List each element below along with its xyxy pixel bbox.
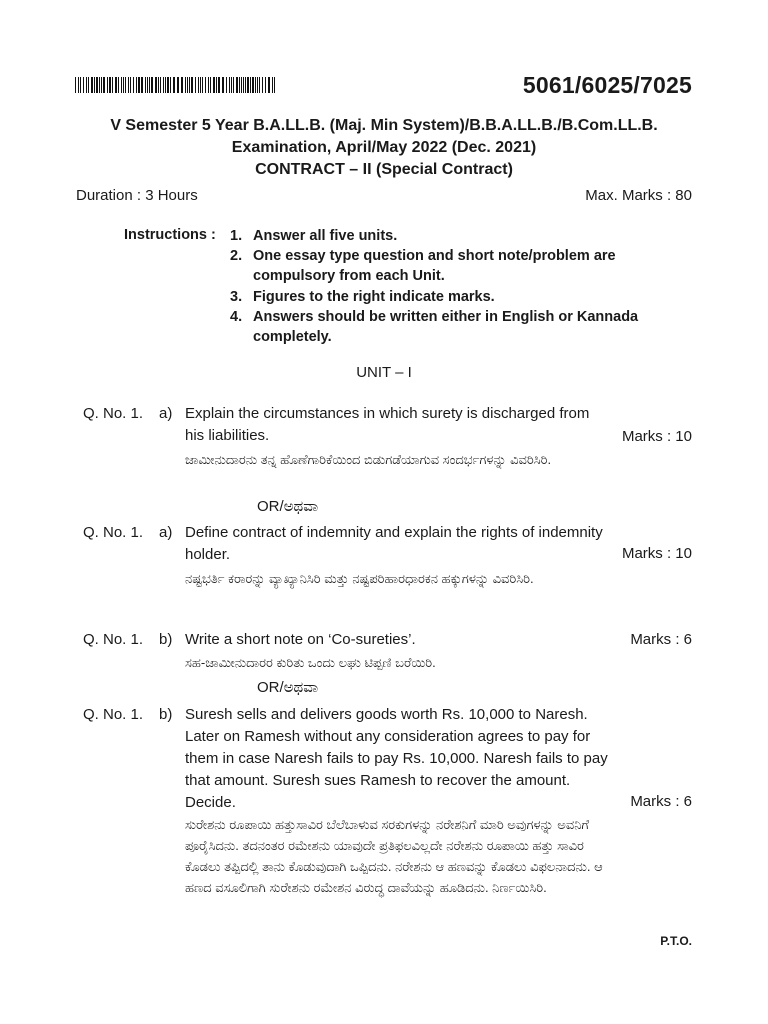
question-part: b) — [159, 706, 173, 723]
instruction-number: 3. — [230, 289, 243, 305]
question-text-kannada: ಸುರೇಶನು ರೂಪಾಯಿ ಹತ್ತುಸಾವಿರ ಬೆಲೆಬಾಳುವ ಸರಕುಗಳನ್ನು ನರೇಶನಿಗೆ ಮಾರಿ ಅವುಗಳನ್ನು ಅವನಿಗೆ ಪೂರೈಸಿದನು. ತದನಂತರ ರಮೇಶನು ಯಾವುದೇ ಪ್ರತಿಫಲವಿಲ್ಲದೇ ನರೇಶನು ರೂಪಾಯಿ ಹತ್ತು ಸಾವಿರ ಕೊಡಲು ತಪ್ಪಿದಲ್ಲಿ ತಾನು ಕೊಡುವುದಾಗಿ ಒಪ್ಪಿದನು. ನರೇಶನು ಆ ಹಣವನ್ನು ಕೊಡಲು ವಿಫಲನಾದನು. ಆ ಹಣದ ವಸೂಲಿಗಾಗಿ ಸುರೇಶನು ರಮೇಶನ ವಿರುದ್ಧ ದಾವೆಯನ್ನು ಹೂಡಿದನು. ನಿರ್ಣಯಿಸಿರಿ. — [185, 817, 603, 895]
question-text: Suresh sells and delivers goods worth Rs. 10,000 to Naresh. Later on Ramesh without any consideration agrees to pay for them in case Naresh fails to pay Rs. 10,000. Naresh fails to pay that amount. Suresh sues Ramesh to recover the amount. Decide. — [185, 706, 608, 811]
question-text-kannada: ಸಹ-ಜಾಮೀನುದಾರರ ಕುರಿತು ಒಂದು ಲಘು ಟಿಪ್ಪಣಿ ಬರೆಯಿರಿ. — [185, 655, 436, 670]
subject-title: CONTRACT – II (Special Contract) — [255, 161, 513, 178]
instruction-item — [230, 307, 673, 347]
question-label: Q. No. 1. — [83, 524, 144, 541]
instruction-text: One essay type question and short note/problem are compulsory from each Unit. — [253, 248, 616, 284]
instruction-text: Answers should be written either in English or Kannada completely. — [253, 309, 639, 345]
question-marks: Marks : 6 — [630, 793, 692, 810]
paper-code: 5061/6025/7025 — [522, 72, 692, 98]
instruction-text: Answer all five units. — [253, 228, 398, 244]
instruction-item — [230, 246, 673, 286]
question-text: Define contract of indemnity and explain the rights of indemnity holder. — [185, 524, 603, 563]
question-text-kannada: ಜಾಮೀನುದಾರನು ತನ್ನ ಹೊಣೆಗಾರಿಕೆಯಿಂದ ಬಿಡುಗಡೆಯಾಗುವ ಸಂದರ್ಭಗಳನ್ನು ವಿವರಿಸಿರಿ. — [185, 452, 552, 467]
instruction-text: Figures to the right indicate marks. — [253, 289, 495, 305]
question-part: b) — [159, 631, 173, 648]
question-part: a) — [159, 524, 173, 541]
or-separator: OR/ಅಥವಾ — [257, 679, 319, 696]
instruction-number: 4. — [230, 309, 243, 325]
barcode-graphic — [75, 77, 277, 93]
max-marks-text: Max. Marks : 80 — [585, 187, 692, 204]
or-separator: OR/ಅಥವಾ — [257, 498, 319, 515]
exam-course-line: V Semester 5 Year B.A.LL.B. (Maj. Min System)/B.B.A.LL.B./B.Com.LL.B. — [110, 117, 658, 134]
exam-session-line: Examination, April/May 2022 (Dec. 2021) — [231, 139, 537, 156]
instruction-item — [230, 287, 673, 307]
instruction-number: 2. — [230, 248, 243, 264]
question-marks: Marks : 10 — [621, 545, 692, 562]
instruction-number: 1. — [230, 228, 243, 244]
question-marks: Marks : 10 — [621, 428, 692, 445]
question-label: Q. No. 1. — [83, 405, 144, 422]
question-label: Q. No. 1. — [83, 706, 144, 723]
duration-text: Duration : 3 Hours — [76, 187, 198, 204]
question-label: Q. No. 1. — [83, 631, 144, 648]
question-marks: Marks : 6 — [630, 631, 692, 648]
instructions-label: Instructions : — [124, 227, 216, 243]
instruction-item — [230, 226, 673, 246]
question-text-kannada: ನಷ್ಟಭರ್ತಿ ಕರಾರನ್ನು ವ್ಯಾಖ್ಯಾನಿಸಿರಿ ಮತ್ತು ನಷ್ಟಪರಿಹಾರಧಾರಕನ ಹಕ್ಕುಗಳನ್ನು ವಿವರಿಸಿರಿ. — [185, 571, 534, 586]
question-part: a) — [159, 405, 173, 422]
question-text: Write a short note on ‘Co-sureties’. — [185, 631, 416, 648]
unit-heading: UNIT – I — [356, 364, 412, 381]
question-text: Explain the circumstances in which surety is discharged from his liabilities. — [185, 405, 590, 444]
please-turn-over: P.T.O. — [660, 934, 692, 948]
